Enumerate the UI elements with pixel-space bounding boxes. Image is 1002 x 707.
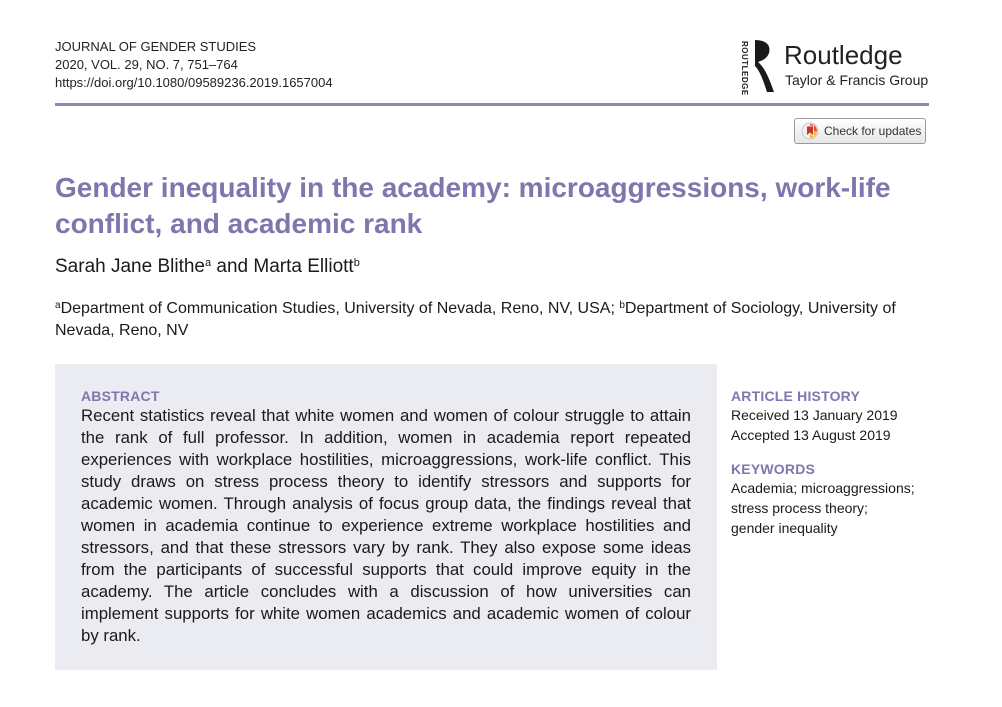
received-date: Received 13 January 2019 [731, 407, 898, 423]
author-name[interactable]: Sarah Jane Blithe [55, 256, 205, 277]
author-joiner: and [211, 256, 254, 277]
affiliation-mark: a [55, 300, 61, 311]
abstract-text: Recent statistics reveal that white women and women of colour struggle to attain the rank of full professor. In addition, women in academia report repeated experiences with workplace hostilities, microaggressions, work-life conflict. This study draws on stress process theory to identify stressors and supports for academic women. Through analysis of focus group data, the findings reveal that women in academia continue to experience extreme workplace hostilities and stressors, and that these stressors vary by rank. They also expose some ideas from the participants of successful supports that could improve equity in the academy. The article concludes with a discussion of how universities can implement supports for white women academics and academic women of colour by rank. [81, 406, 691, 645]
check-updates-icon [801, 122, 819, 140]
publisher-logo [738, 38, 930, 94]
doi-link[interactable]: https://doi.org/10.1080/09589236.2019.1657004 [55, 75, 333, 90]
journal-volume: 2020, VOL. 29, NO. 7, 751–764 [55, 57, 238, 72]
publisher-subtitle: Taylor & Francis Group [785, 72, 929, 88]
abstract-box [55, 364, 717, 670]
affiliation-mark: b [619, 300, 625, 311]
article-history-heading: ARTICLE HISTORY [731, 388, 861, 404]
author-affiliation-mark: b [353, 257, 360, 269]
publisher-name: Routledge [784, 40, 903, 70]
keyword-line: Academia; microaggressions; [731, 480, 915, 496]
header-divider [55, 103, 929, 106]
keywords-heading: KEYWORDS [731, 461, 816, 477]
author-name[interactable]: Marta Elliott [253, 256, 354, 277]
journal-name: JOURNAL OF GENDER STUDIES [55, 39, 257, 54]
journal-info [55, 38, 333, 92]
author-list [55, 254, 360, 280]
keyword-line: stress process theory; [731, 500, 868, 516]
article-title: Gender inequality in the academy: microaggressions, work-life conflict, and academic rank [55, 172, 891, 239]
check-updates-label: Check for updates [824, 124, 922, 138]
routledge-logo-icon [751, 38, 777, 94]
article-history [731, 388, 941, 445]
affiliations [55, 298, 915, 342]
affiliation-a: Department of Communication Studies, University of Nevada, Reno, NV, USA; [60, 300, 620, 317]
check-for-updates-button[interactable] [794, 118, 926, 144]
abstract-heading: ABSTRACT [81, 388, 160, 404]
publisher-vertical-text: ROUTLEDGE [740, 41, 749, 96]
article-sidebar [731, 388, 941, 554]
keyword-line: gender inequality [731, 520, 838, 536]
author-affiliation-mark: a [205, 257, 212, 269]
accepted-date: Accepted 13 August 2019 [731, 427, 891, 443]
affiliation-b: Department of Sociology, University of Nevada, Reno, NV [55, 300, 896, 339]
keywords [731, 461, 941, 538]
